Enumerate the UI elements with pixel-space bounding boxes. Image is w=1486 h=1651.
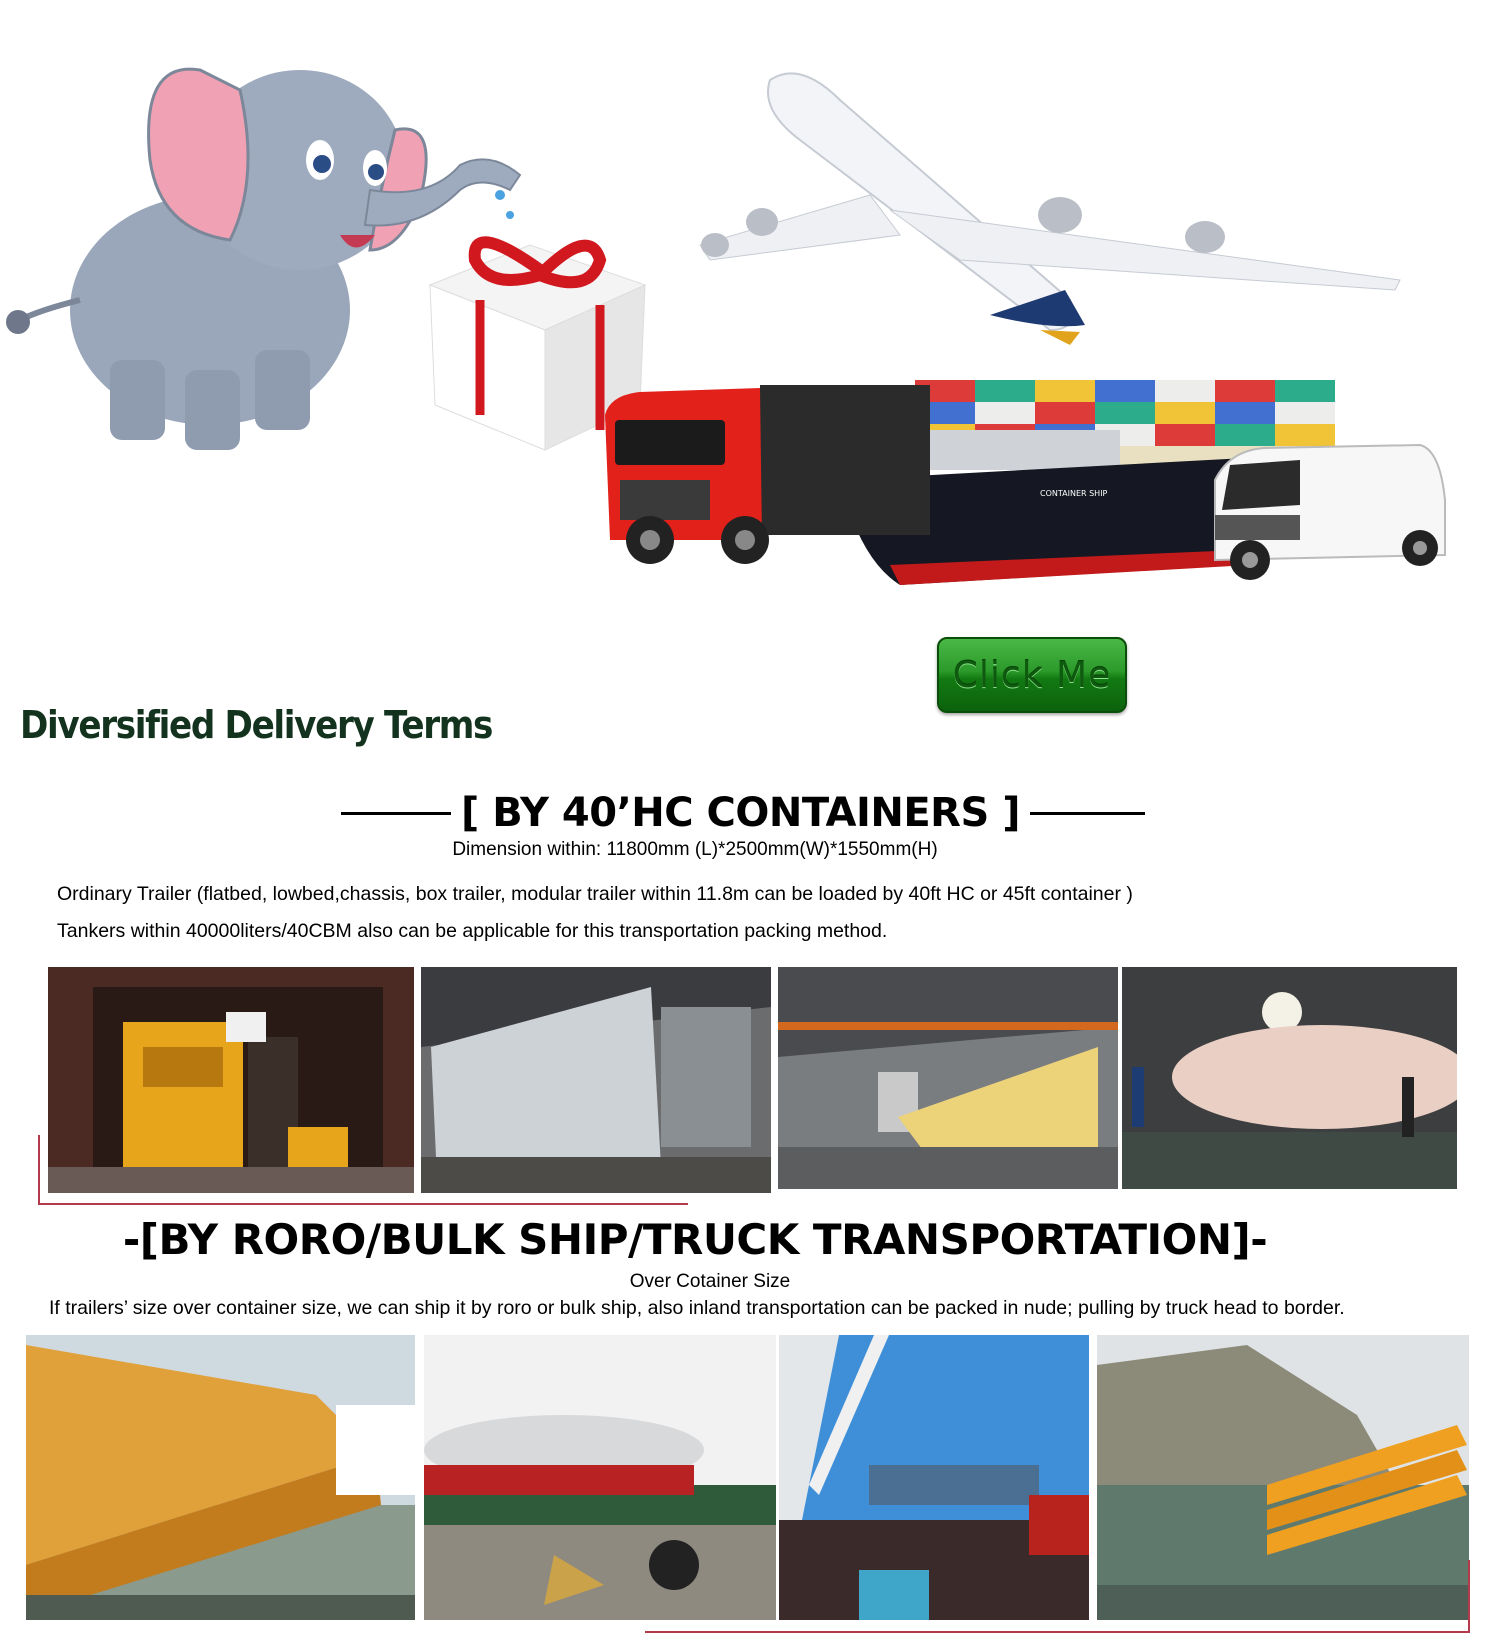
stacked-flatbeds-at-port-photo (1097, 1335, 1469, 1620)
tankers-text: Tankers within 40000liters/40CBM also can be applicable for this transportation packing method. (57, 920, 888, 942)
van-icon (1215, 445, 1445, 580)
containers-section-title (0, 790, 1486, 836)
accent-line-vertical-1 (38, 1135, 40, 1203)
svg-text:CONTAINER SHIP: CONTAINER SHIP (1040, 489, 1108, 498)
ordinary-trailer-text: Ordinary Trailer (flatbed, lowbed,chassis, box trailer, modular trailer within 11.8m can be loaded by 40ft HC or 45ft container ) (57, 883, 1133, 905)
roro-description-text: If trailers’ size over container size, we can ship it by roro or bulk ship, also inland transportation can be packed in nude; pulling by truck head to border. (49, 1297, 1345, 1319)
crane-lifting-trailer-photo (779, 1335, 1089, 1620)
dump-trailers-at-port-photo (26, 1335, 415, 1620)
click-me-button[interactable] (937, 637, 1127, 713)
hero-illustration (0, 0, 1486, 600)
accent-line-horizontal-1 (38, 1203, 688, 1205)
delivery-terms-heading: Diversified Delivery Terms (20, 703, 493, 747)
over-container-size-text: Over Cotainer Size (629, 1271, 791, 1292)
tanker-in-workshop-photo (1122, 967, 1457, 1189)
title-rule-left (341, 812, 451, 815)
box-trailer-in-factory-photo (421, 967, 771, 1193)
tanker-on-ship-deck-photo (424, 1335, 776, 1620)
accent-line-vertical-2 (1468, 1560, 1470, 1632)
yellow-trailer-in-container-photo (48, 967, 414, 1193)
roro-section-title: -[BY RORO/BULK SHIP/TRUCK TRANSPORTATION]- (122, 1215, 1268, 1264)
title-rule-right (1030, 812, 1145, 815)
airplane-icon (700, 73, 1400, 345)
container-dimension-text: Dimension within: 11800mm (L)*2500mm(W)*1550mm(H) (452, 839, 938, 860)
containers-title-text: [ BY 40’HC CONTAINERS ] (461, 790, 1020, 836)
yellow-flatbed-in-workshop-photo (778, 967, 1118, 1189)
click-me-label: Click Me (952, 654, 1112, 696)
accent-line-horizontal-2 (645, 1631, 1470, 1633)
